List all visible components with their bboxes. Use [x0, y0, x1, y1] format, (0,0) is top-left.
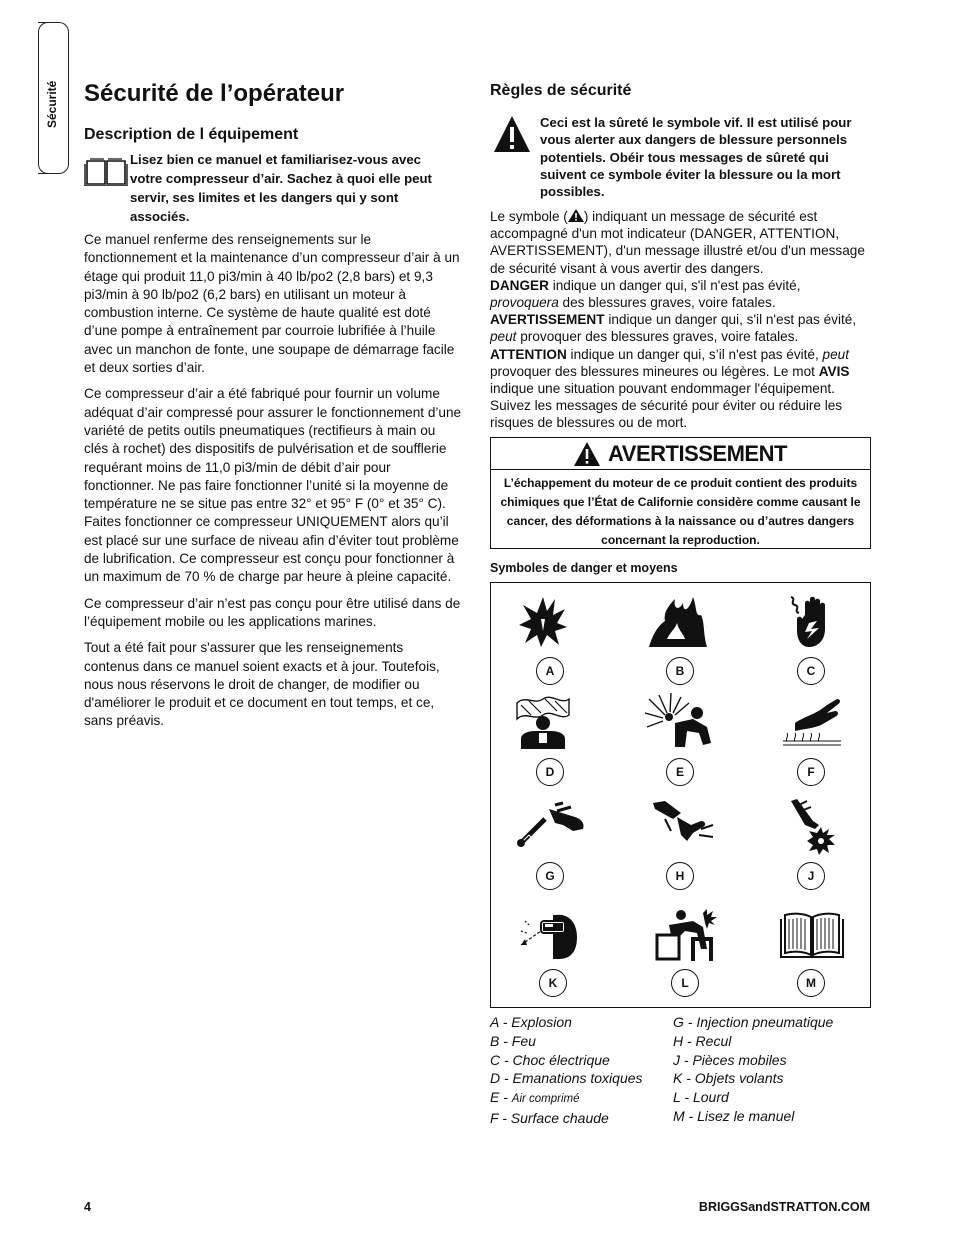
- kickback-icon: [651, 799, 715, 852]
- legend-right: [673, 1013, 833, 1126]
- side-tab-label: Sécurité: [45, 80, 59, 128]
- pneumatic-injection-icon: [515, 801, 587, 854]
- explosion-icon: [519, 595, 567, 652]
- small-warning-icon: [568, 209, 584, 222]
- toxic-fumes-icon: [515, 693, 571, 754]
- legend-item: J - Pièces mobiles: [673, 1051, 787, 1068]
- read-manual-icon: [779, 911, 845, 964]
- warning-box-title: AVERTISSEMENT: [608, 440, 787, 466]
- warning-box: [490, 437, 871, 549]
- section-subtitle: Description de l équipement: [84, 126, 299, 143]
- page-number: 4: [84, 1200, 91, 1214]
- legend-item: A - Explosion: [490, 1014, 572, 1030]
- warning-triangle-icon: [492, 114, 532, 154]
- footer-website: BRIGGSandSTRATTON.COM: [698, 1200, 870, 1214]
- alert-bold-text: Ceci est la sûreté le symbole vif. Il est utilisé pour vous alerter aux dangers de blessure personnels potentiels. Obéir tous messages de sûreté qui suivent ce symbole éviter la blessure ou la mort possibles.: [540, 115, 852, 200]
- legend-item: K - Objets volants: [673, 1070, 784, 1087]
- paragraph: Ce compresseur d’air a été fabriqué pour fournir un volume adéquat d’air compressé pour assurer le fonctionnement d’une variété de petits outils pneumatiques (rectifieurs à main ou clés à rochet) des dispositifs de pulvérisation et de soufflerie requérant moins de 11,0 pi3/min de débit d’air pour fonctionner. Ne pas faire fonctionner l’unité si la moyenne de température ne se situe pas entre 32° et 95° F (0° et 35° C). Faites fonctionner ce compresseur UNIQUEMENT alors qu’il est placé sur une surface de niveau afin d’éviter tout problème de lubrification. Ce compresseur est conçu pour fonctionner à un maximum de 70 % de charge par heure à pleine capacité.: [84, 386, 462, 585]
- symbol-label: M: [797, 969, 825, 997]
- page-title: Sécurité de l’opérateur: [84, 80, 345, 107]
- paragraph: Tout a été fait pour s'assurer que les renseignements contenus dans ce manuel soient exacts et à jour. Toutefois, nous nous réservons le droit de changer, de modifier ou d'améliorer le produit et ce document en tout temps, et ce, sans préavis.: [84, 640, 440, 729]
- electric-shock-icon: [787, 595, 835, 652]
- symbol-label: K: [539, 969, 567, 997]
- symbol-label: L: [671, 969, 699, 997]
- paragraph: Ce compresseur d’air n’est pas conçu pour être utilisé dans de l’équipement mobile ou les applications marines.: [84, 595, 461, 629]
- heavy-icon: [655, 909, 719, 966]
- symbol-label: H: [666, 862, 694, 890]
- symbol-label: D: [536, 758, 564, 786]
- legend-item: H - Recul: [673, 1032, 732, 1049]
- legend-item: D - Emanations toxiques: [490, 1070, 643, 1087]
- legend-item: G - Injection pneumatique: [673, 1014, 834, 1030]
- symbol-label: C: [797, 657, 825, 685]
- symbol-label: B: [666, 657, 694, 685]
- paragraph: Ce manuel renferme des renseignements sur le fonctionnement et la maintenance d’un compresseur d’air à un étage qui produit 11,0 pi3/min à 40 lb/po2 (2,8 bars) et 9,3 pi3/min à 90 lb/po2 (6,2 bars) en utilisant un moteur à combustion interne. Ce système de haute qualité est doté d’une pompe à entraînement par courroie lubrifiée à l’huile avec un manchon de fonte, une soupape de démarrage facile et deux sorties d’air.: [84, 232, 460, 376]
- intro-bold-text: Lisez bien ce manuel et familiarisez-vous avec votre compresseur d’air. Sachez à quoi elle peut servir, ses limites et les dangers qui y sont associés.: [130, 152, 432, 224]
- signal-words-text: Le symbole ( ) indiquant un message de sécurité est accompagné d'un mot indicateur (DANGER, ATTENTION, AVERTISSEMENT), d'un message illustré et/ou d'un message de sécurité visant à vous avertir des dangers. DANGER indique un danger qui, s'il n'est pas évité, provoquera des blessures graves, voire fatales. AVERTISSEMENT indique un danger qui, s'il n'est pas évité, peut provoquer des blessures graves, voire fatales. ATTENTION indique un danger qui, s’il n'est pas évité, peut provoquer des blessures mineures ou légères. Le mot AVIS indique une situation pouvant endommager l'équipement. Suivez les messages de sécurité pour éviter ou réduire les risques de blessures ou de mort.: [490, 209, 865, 431]
- warning-icon: [574, 442, 600, 466]
- hot-surface-icon: [781, 695, 843, 754]
- book-icon: [84, 156, 128, 186]
- flying-objects-icon: [519, 909, 579, 966]
- left-body: [84, 231, 462, 739]
- legend-left: [490, 1013, 643, 1128]
- legend-item: B - Feu: [490, 1032, 536, 1049]
- symbols-heading: Symboles de danger et moyens: [490, 561, 678, 575]
- legend-item: L - Lourd: [673, 1089, 729, 1106]
- warning-box-text: L’échappement du moteur de ce produit contient des produits chimiques que l’État de Californie considère comme causant le cancer, des déformations à la naissance ou d’autres dangers concernant la reproduction.: [500, 476, 861, 547]
- legend-item: C - Choc électrique: [490, 1051, 610, 1068]
- symbol-label: F: [797, 758, 825, 786]
- symbols-box: [490, 582, 871, 1008]
- symbol-label: G: [536, 862, 564, 890]
- safety-rules-heading: Règles de sécurité: [490, 82, 632, 99]
- legend-item: F - Surface chaude: [490, 1109, 609, 1126]
- moving-parts-icon: [787, 799, 839, 860]
- legend-item: M - Lisez le manuel: [673, 1107, 795, 1124]
- compressed-air-icon: [645, 693, 715, 754]
- symbol-label: A: [536, 657, 564, 685]
- fire-icon: [645, 593, 707, 652]
- legend-item: E - Air comprimé: [490, 1089, 580, 1106]
- symbol-label: E: [666, 758, 694, 786]
- symbol-label: J: [797, 862, 825, 890]
- warning-box-header: [491, 438, 870, 470]
